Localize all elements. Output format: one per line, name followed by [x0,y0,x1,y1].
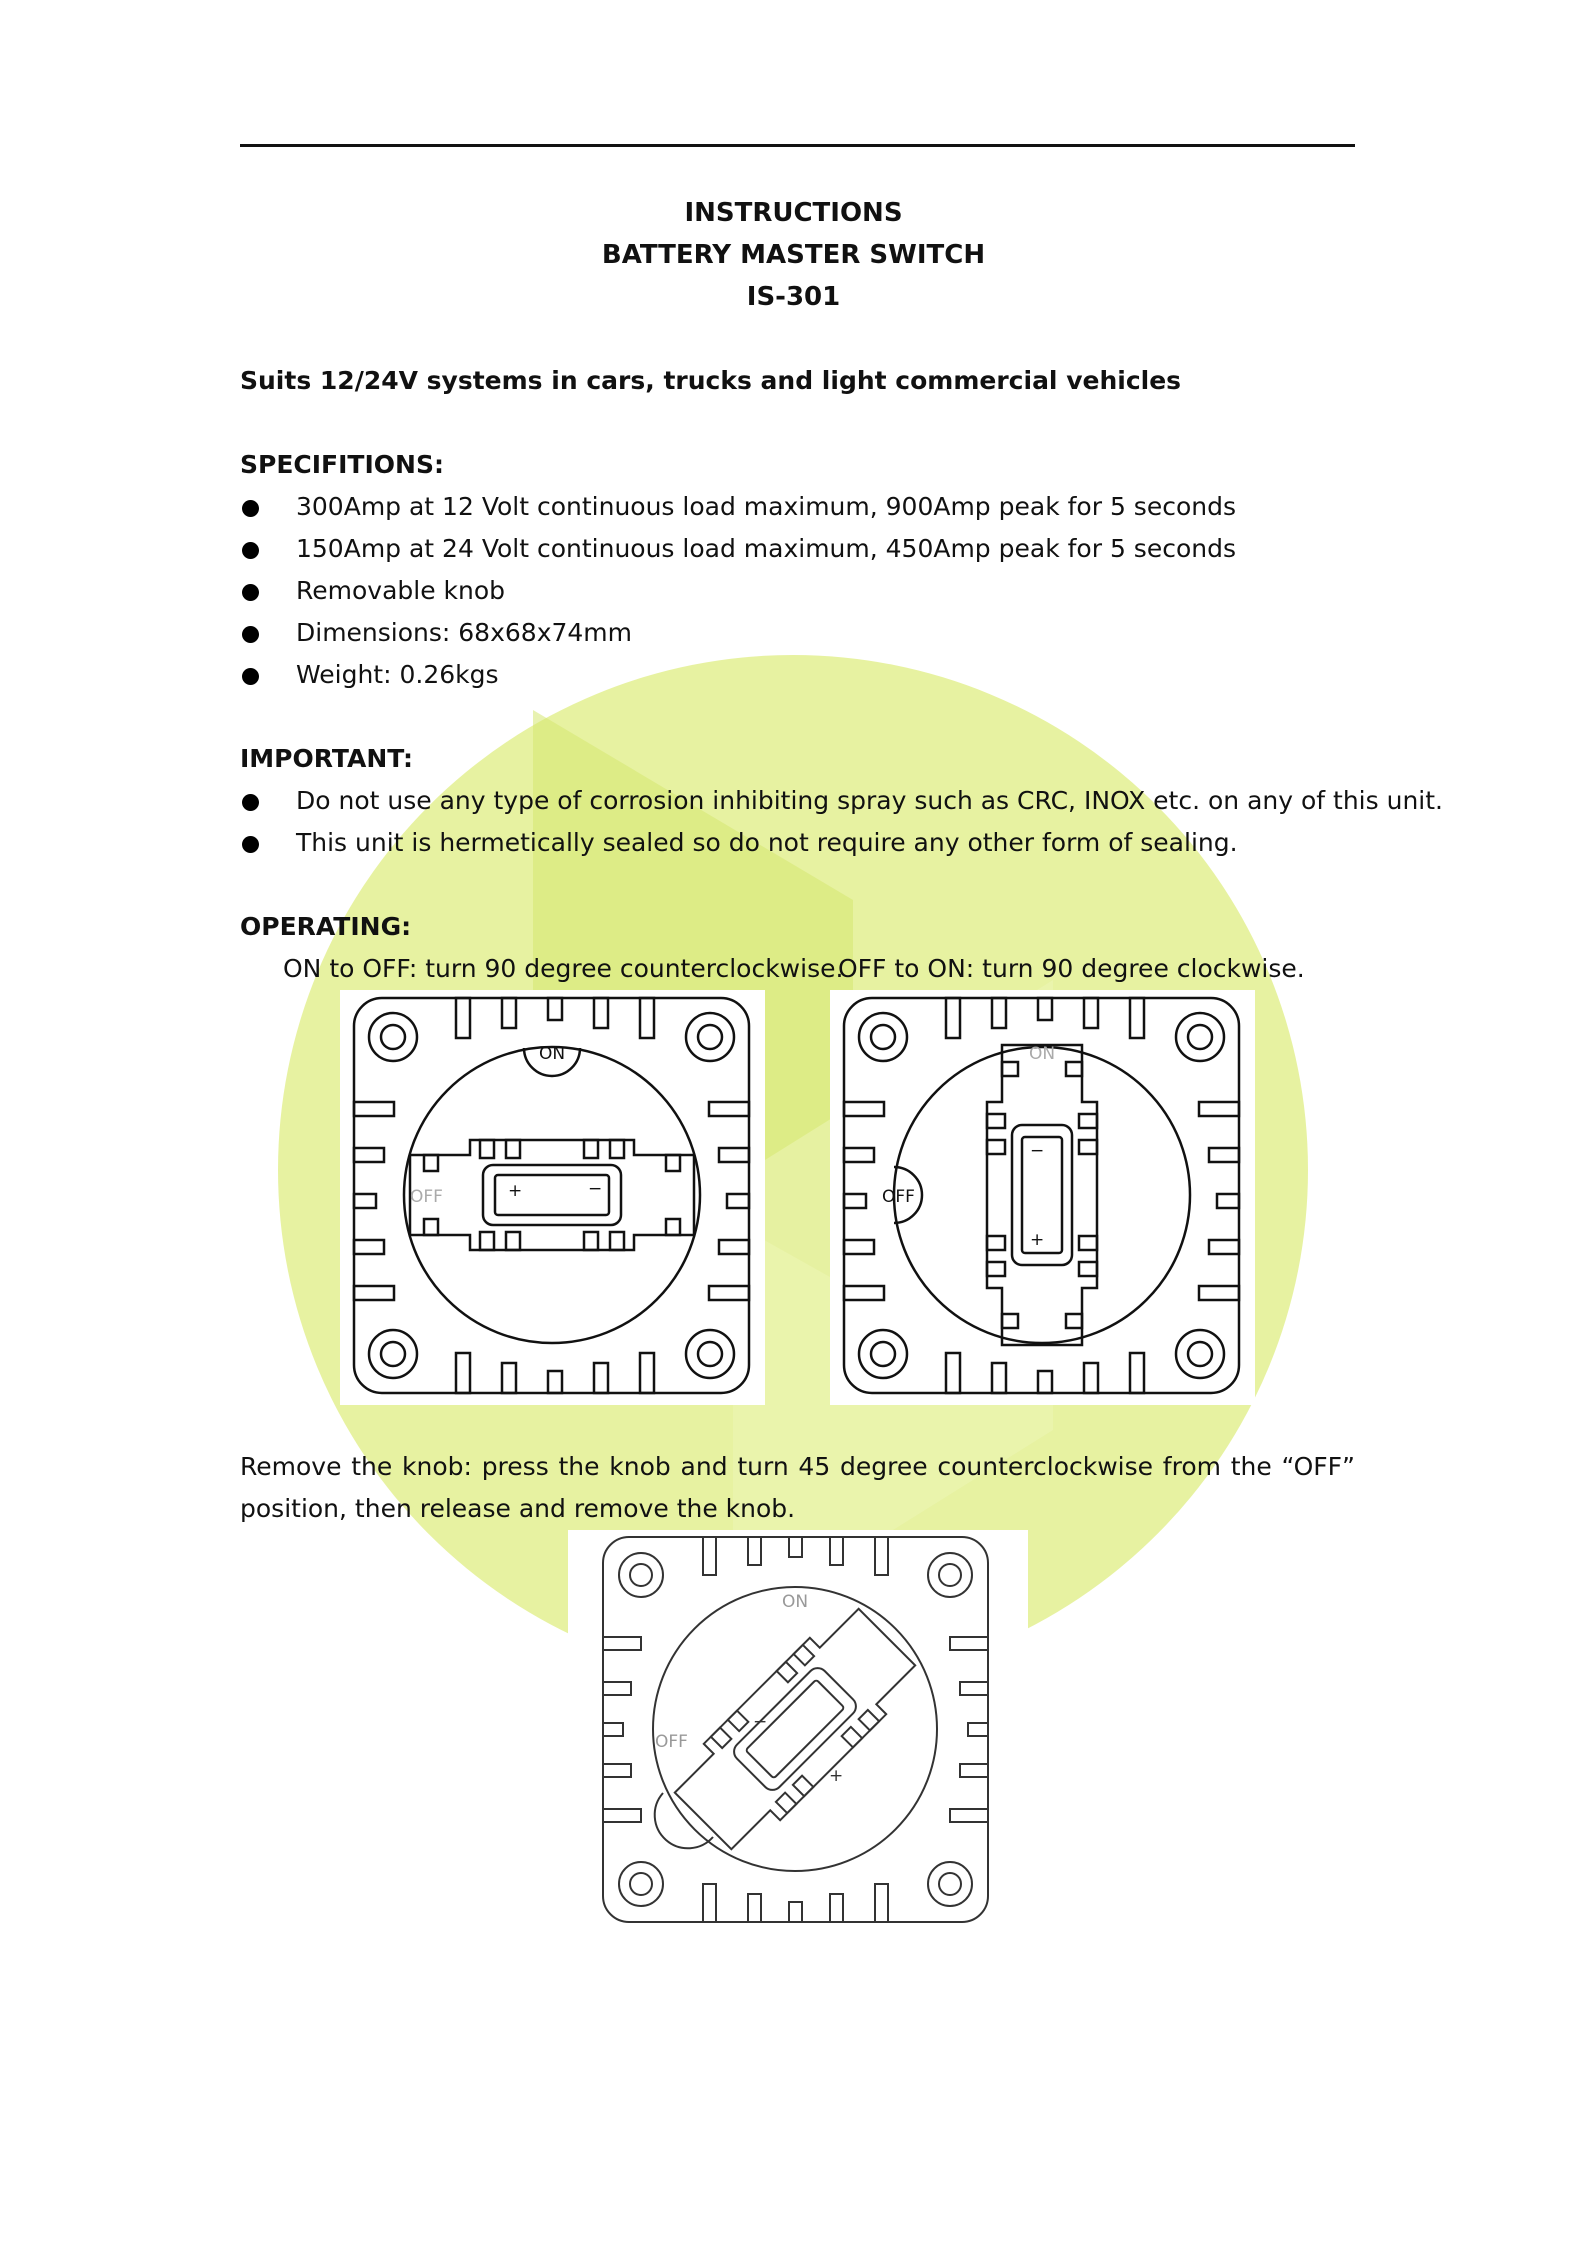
important-heading: IMPORTANT: [240,744,413,773]
corner-bolt-icon [928,1553,972,1597]
off-to-on-instruction: OFF to ON: turn 90 degree clockwise. [838,954,1305,983]
svg-text:+: + [508,1181,523,1201]
bullet-icon [242,584,259,601]
corner-bolt-icon [369,1013,417,1061]
operating-heading: OPERATING: [240,912,412,941]
bullet-icon [242,626,259,643]
svg-text:ON: ON [538,1044,566,1064]
bullet-icon [242,794,259,811]
svg-text:OFF: OFF [655,1732,688,1752]
svg-text:+: + [1030,1230,1045,1250]
corner-bolt-icon [686,1013,734,1061]
corner-bolt-icon [619,1553,663,1597]
svg-text:+: + [829,1766,844,1786]
corner-bolt-icon [1176,1330,1224,1378]
corner-bolt-icon [619,1862,663,1906]
svg-text:ON: ON [1028,1044,1056,1064]
svg-text:OFF: OFF [410,1187,443,1207]
corner-bolt-icon [686,1330,734,1378]
svg-text:ON: ON [781,1592,809,1612]
corner-bolt-icon [928,1862,972,1906]
bullet-icon [242,668,259,685]
svg-text:OFF: OFF [882,1187,915,1207]
bullet-icon [242,500,259,517]
switch-diagram-off [830,990,1255,1405]
switch-diagram-remove-knob [568,1530,1028,1940]
doc-title-product: BATTERY MASTER SWITCH [601,240,986,270]
doc-title-instructions: INSTRUCTIONS [684,198,903,228]
svg-text:−: − [1030,1141,1045,1161]
corner-bolt-icon [859,1330,907,1378]
bullet-icon [242,542,259,559]
svg-text:−: − [588,1179,603,1199]
bullet-icon [242,836,259,853]
corner-bolt-icon [1176,1013,1224,1061]
header-rule [240,144,1355,147]
doc-title-model: IS-301 [746,282,841,312]
switch-diagram-on [340,990,765,1405]
specs-heading: SPECIFITIONS: [240,450,444,479]
svg-text:−: − [753,1712,768,1732]
suits-statement: Suits 12/24V systems in cars, trucks and light commercial vehicles [240,366,1182,395]
corner-bolt-icon [369,1330,417,1378]
on-to-off-instruction: ON to OFF: turn 90 degree counterclockwise. [283,954,844,983]
corner-bolt-icon [859,1013,907,1061]
remove-knob-instruction: Remove the knob: press the knob and turn 45 degree counterclockwise from the “OFF” position, then release and remove the knob. [240,1452,1355,1523]
